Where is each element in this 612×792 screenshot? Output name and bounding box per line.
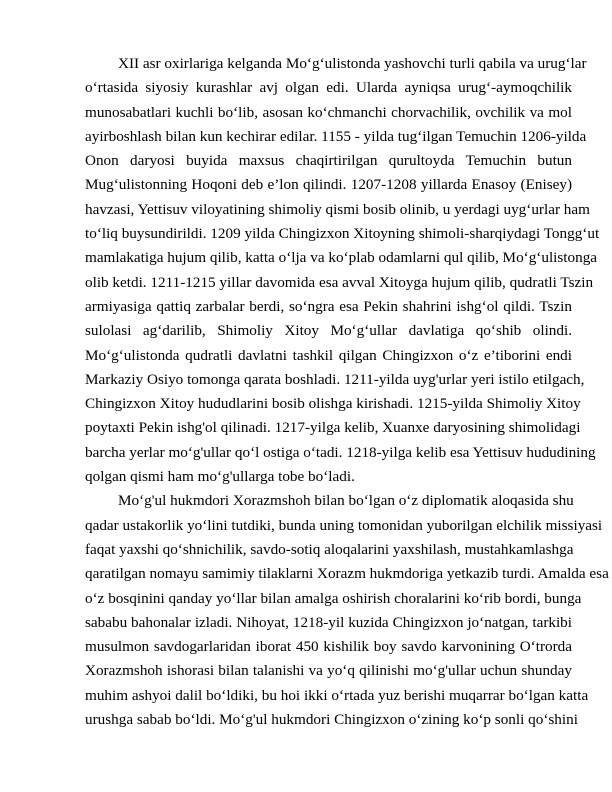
text-line: faqat yaxshi qo‘shnichilik, savdo-sotiq aloqalarini yaxshilash, mustahkamlashga (85, 540, 574, 558)
paragraph (85, 489, 609, 732)
document-page (85, 52, 609, 732)
text-line: urushga sabab bo‘ldi. Mo‘g'ul hukmdori Chingizxon o‘zining ko‘p sonli qo‘shini (85, 711, 578, 729)
paragraph (85, 52, 600, 489)
text-line: barcha yerlar mo‘g'ullar qo‘l ostiga o‘tadi. 1218-yilga kelib esa Yettisuv hududining (85, 443, 596, 461)
text-line: musulmon savdogarlaridan iborat 450 kishilik boy savdo karvonining O‘trorda (85, 638, 572, 656)
text-line: munosabatlari kuchli bo‘lib, asosan ko‘chmanchi chorvachilik, ovchilik va mol (85, 103, 572, 121)
text-line: o‘z bosqinini qanday yo‘llar bilan amalga oshirish choralarini ko‘rib bordi, bunga (85, 589, 582, 607)
text-line: Mug‘ulistonning Hoqoni deb e’lon qilindi. 1207-1208 yillarda Enasoy (Enisey) (85, 176, 572, 194)
text-line: havzasi, Yettisuv viloyatining shimoliy qismi bosib olinib, u yerdagi uyg‘urlar ham (85, 200, 590, 218)
text-line: Onon daryosi buyida maxsus chaqirtirilgan qurultoyda Temuchin butun (85, 152, 572, 170)
text-line: to‘liq buysundirildi. 1209 yilda Chingizxon Xitoyning shimoli-sharqiydagi Tongg‘ut (85, 225, 600, 243)
text-line: Chingizxon Xitoy hududlarini bosib olishga kirishadi. 1215-yilda Shimoliy Xitoy (85, 395, 581, 413)
text-line: qolgan qismi ham mo‘g'ullarga tobe bo‘ladi. (85, 468, 355, 486)
text-line: olib ketdi. 1211-1215 yillar davomida esa avval Xitoyga hujum qilib, qudratli Tszin (85, 273, 594, 291)
text-line: ayirboshlash bilan kun kechirar edilar. 1155 - yilda tug‘ilgan Temuchin 1206-yilda (85, 127, 587, 145)
text-line: o‘rtasida siyosiy kurashlar avj olgan edi. Ularda ayniqsa urug‘-aymoqchilik (85, 79, 572, 97)
text-line: XII asr oxirlariga kelganda Mo‘g‘ulistonda yashovchi turli qabila va urug‘lar (118, 55, 587, 72)
text-line: sababu bahonalar izladi. Nihoyat, 1218-yil kuzida Chingizxon jo‘natgan, tarkibi (85, 613, 572, 631)
text-line: mamlakatiga hujum qilib, katta o‘lja va ko‘plab odamlarni qul qilib, Mo‘g‘ulistonga (85, 249, 598, 267)
text-line: Mo‘g'ul hukmdori Xorazmshoh bilan bo‘lgan o‘z diplomatik aloqasida shu (118, 492, 574, 510)
text-line: Markaziy Osiyo tomonga qarata boshladi. 1211-yilda uyg'urlar yeri istilo etilgach, (85, 370, 585, 388)
text-line: qaratilgan nomayu samimiy tilaklarni Xorazm hukmdoriga yetkazib turdi. Amalda esa (85, 565, 609, 583)
text-line: qadar ustakorlik yo‘lini tutdiki, bunda uning tomonidan yuborilgan elchilik missiyasi (85, 516, 603, 534)
text-line: sulolasi ag‘darilib, Shimoliy Xitoy Mo‘g‘ullar davlatiga qo‘shib olindi. (85, 322, 572, 340)
text-line: Mo‘g‘ulistonda qudratli davlatni tashkil qilgan Chingizxon o‘z e’tiborini endi (85, 346, 572, 364)
text-line: poytaxti Pekin ishg'ol qilinadi. 1217-yilga kelib, Xuanxe daryosining shimolidagi (85, 419, 581, 437)
text-line: muhim ashyoi dalil bo‘ldiki, bu hoi ikki o‘rtada yuz berishi muqarrar bo‘lgan katta (85, 686, 589, 704)
text-line: armiyasiga qattiq zarbalar berdi, so‘ngra esa Pekin shahrini ishg‘ol qildi. Tszin (85, 297, 572, 315)
text-line: Xorazmshoh ishorasi bilan talanishi va yo‘q qilinishi mo‘g'ullar uchun shunday (85, 662, 572, 680)
